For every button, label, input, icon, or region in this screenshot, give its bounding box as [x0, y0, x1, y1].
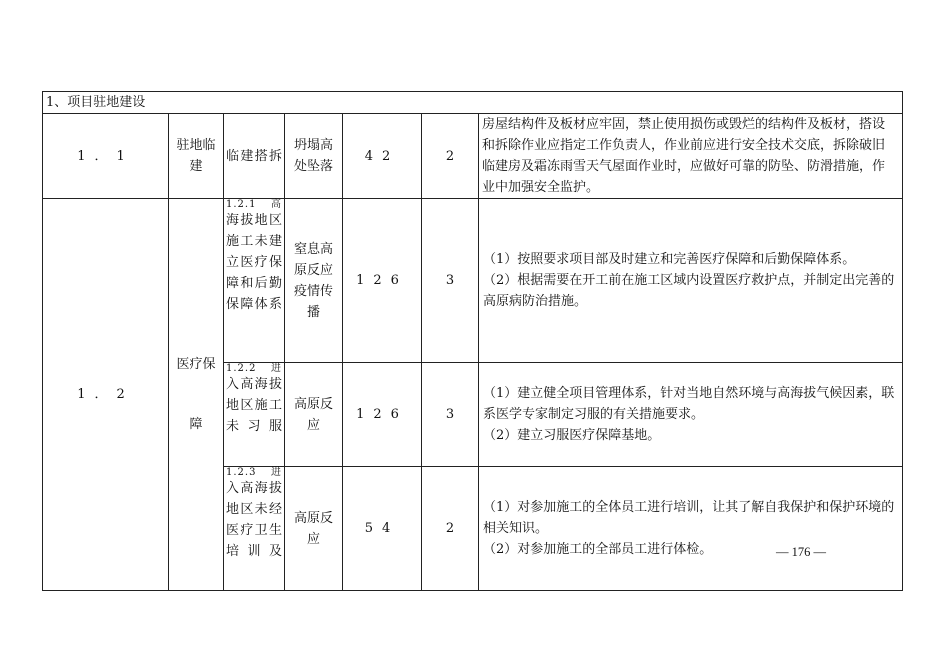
measure-line: （1）按照要求项目部及时建立和完善医疗保障和后勤保障体系。 [483, 252, 856, 267]
item-score: 126 [343, 363, 422, 467]
item-risk: 窒息高原反应疫情传播 [285, 199, 343, 363]
item-subitem: 临建搭拆 [224, 114, 285, 199]
item-level: 2 [422, 114, 479, 199]
measure-line: （1）对参加施工的全体员工进行培训，让其了解自我保护和保护环境的相关知识。 [483, 500, 895, 536]
item-subitem-text: 入高海拔地区未经医疗卫生培训及 [226, 481, 282, 559]
item-score: 42 [343, 114, 422, 199]
section-title: 1、项目驻地建设 [43, 92, 903, 114]
item-measure [479, 199, 903, 363]
measure-line: （1）建立健全项目管理体系，针对当地自然环境与高海拔气候因素，联系医学专家制定习服的有关措施要求。 [483, 386, 895, 422]
item-subitem-code: 1.2.3进 [226, 467, 282, 478]
item-measure [479, 363, 903, 467]
item-subitem-text: 海拔地区施工未建立医疗保障和后勤保障体系 [226, 213, 282, 312]
item-category: 驻地临建 [169, 114, 224, 199]
item-score: 126 [343, 199, 422, 363]
item-subitem-code: 1.2.2进 [226, 363, 282, 374]
item-id: 1．1 [43, 114, 169, 199]
item-risk: 高原反应 [285, 363, 343, 467]
item-level: 2 [422, 467, 479, 591]
item-risk: 坍塌高处坠落 [285, 114, 343, 199]
item-subitem [224, 363, 285, 467]
item-subitem-code: 1.2.1高 [226, 199, 282, 210]
item-subitem [224, 467, 285, 591]
item-id: 1．2 [43, 199, 169, 591]
risk-assessment-table [42, 91, 903, 591]
measure-line: （2）建立习服医疗保障基地。 [483, 428, 661, 443]
table-row-1-1 [43, 114, 903, 199]
item-category: 医疗保障 [169, 199, 224, 591]
item-subitem-text: 入高海拔地区施工未习服 [226, 377, 282, 434]
item-score: 54 [343, 467, 422, 591]
item-measure: 房屋结构件及板材应牢固，禁止使用损伤或毁烂的结构件及板材，搭设和拆除作业应指定工作负责人，作业前应进行安全技术交底，拆除破旧临建房及霜冻雨雪天气屋面作业时，应做好可靠的防坠、防滑措施，作业中加强安全监护。 [479, 114, 903, 199]
item-risk: 高原反应 [285, 467, 343, 591]
table-row-1-2-1 [43, 199, 903, 363]
item-level: 3 [422, 363, 479, 467]
measure-line: （2）根据需要在开工前在施工区域内设置医疗救护点，并制定出完善的高原病防治措施。 [483, 273, 895, 309]
page-number: — 176 — [776, 545, 826, 559]
section-header-row [43, 92, 903, 114]
measure-line: （2）对参加施工的全部员工进行体检。 [483, 542, 713, 557]
item-subitem [224, 199, 285, 363]
item-level: 3 [422, 199, 479, 363]
item-measure [479, 467, 903, 591]
